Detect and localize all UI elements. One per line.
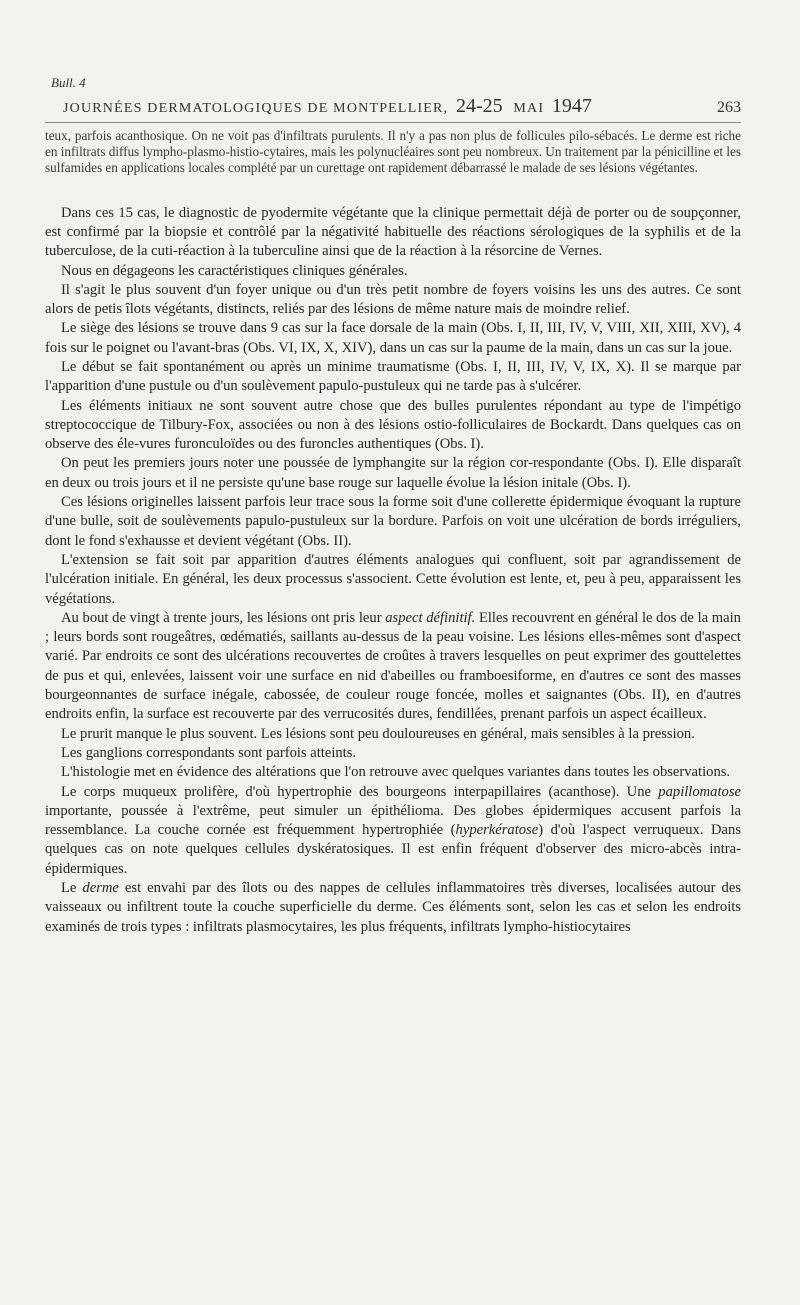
journal-title <box>63 95 592 118</box>
paragraph: L'extension se fait soit par apparition d'autres éléments analogues qui confluent, soit par agrandissement de l'ulcération initiale. En général, les deux processus s'associent. Cette évolution est lente, et, peu à peu, apparaissent les végétations. <box>45 551 741 607</box>
paragraph <box>45 783 741 879</box>
text-run: Elles recouvrent en général le dos de la main ; leurs bords sont rougeâtres, œdématiés, saillants au-dessus de la peau voisine. Les lésions elles-mêmes sont d'aspect varié. Par endroits ce sont des ulcérations recouvertes de croûtes à travers lesquelles on peut exprimer des gouttelettes de pus et qui, enlevées, laissent voir une surface en nid d'abeilles ou framboesiforme, en d'autres ce sont des masses bourgeonnantes de surface inégale, cabossée, de couleur rouge foncée, molles et saignantes (Obs. II), en d'autres endroits enfin, la surface est recouverte par des verrucosités dures, fendillées, prenant parfois un aspect écailleux. <box>45 609 741 723</box>
running-header <box>45 95 741 123</box>
bulletin-reference: Bull. 4 <box>51 75 86 90</box>
header-dates: 24-25 <box>456 95 503 117</box>
text-run: Au bout de vingt à trente jours, les lésions ont pris leur <box>61 609 386 626</box>
paragraph: Le début se fait spontanément ou après un minime traumatisme (Obs. I, II, III, IV, V, IX, X). Il se marque par l'apparition d'une pustule ou d'un soulèvement papulo-pustuleux qui ne tarde pas à s'ulcérer. <box>45 358 741 395</box>
paragraph <box>45 609 741 725</box>
header-year: 1947 <box>551 95 592 117</box>
intro-paragraph: teux, parfois acanthosique. On ne voit pas d'infiltrats purulents. Il n'y a pas non plus de follicules pilo-sébacés. Le derme est riche en infiltrats diffus lympho-plasmo-histio-cytaires, mais les polynucléaires sont peu nombreux. Un traitement par la pénicilline et les sulfamides en applications locales complété par un curettage ont rapidement débarrassé le malade de ses lésions végétantes. <box>45 128 741 176</box>
text-run: est envahi par des îlots ou des nappes de cellules inflammatoires très diverses, localisées autour des vaisseaux ou infiltrent toute la couche superficielle du derme. Ces éléments sont, selon les cas et selon les endroits examinés de trois types : infiltrats plasmocytaires, les plus fréquents, infiltrats lympho-histiocytaires <box>45 880 741 935</box>
paragraph: L'histologie met en évidence des altérations que l'on retrouve avec quelques variantes dans toutes les observations. <box>61 764 731 781</box>
page <box>45 75 741 937</box>
emphasis: aspect définitif. <box>385 609 476 626</box>
text-run: Le <box>61 880 83 896</box>
header-month: MAI <box>513 101 545 116</box>
paragraph: Le prurit manque le plus souvent. Les lésions sont peu douloureuses en général, mais sensibles à la pression. <box>61 725 695 742</box>
page-number: 263 <box>717 99 741 116</box>
paragraph: Ces lésions originelles laissent parfois leur trace sous la forme soit d'une collerette épidermique évoquant la rupture d'une bulle, soit de soulèvements papulo-pustuleux sur la bordure. Parfois on voit une ulcération de bords irréguliers, dont le fond s'exhausse et devient végétant (Obs. II). <box>45 494 741 549</box>
paragraph: Dans ces 15 cas, le diagnostic de pyodermite végétante que la clinique permettait déjà de porter ou de soupçonner, est confirmé par la biopsie et contrôlé par la négativité habituelle des réactions sérologiques de la syphilis et de la tuberculose, de la cuti-réaction à la tuberculine ainsi que de la réaction à la résorcine de Vernes. <box>45 204 741 260</box>
emphasis: derme <box>82 880 119 896</box>
paragraph: Les ganglions correspondants sont parfois atteints. <box>61 744 357 761</box>
paragraph: Il s'agit le plus souvent d'un foyer unique ou d'un très petit nombre de foyers voisins les uns des autres. Ce sont alors de petis îlots végétants, distincts, reliés par des lésions de même nature mais de moindre relief. <box>45 281 741 318</box>
text-run: Le corps muqueux prolifère, d'où hypertrophie des bourgeons interpapillaires (acanthose). Une <box>61 783 659 800</box>
paragraph: Les éléments initiaux ne sont souvent autre chose que des bulles purulentes répondant au type de l'impétigo streptococcique de Tilbury-Fox, associées ou non à des lésions ostio-folliculaires de Bockardt. Dans quelques cas on observe des éle-vures furonculoïdes ou des furoncles authentiques (Obs. I). <box>45 397 741 453</box>
emphasis: hyperkératose <box>455 822 539 839</box>
emphasis: papillomatose <box>658 783 741 800</box>
paragraph <box>45 879 741 937</box>
main-text <box>45 204 741 937</box>
paragraph: On peut les premiers jours noter une poussée de lymphangite sur la région cor-respondante (Obs. I). Elle disparaît en deux ou trois jours et il ne persiste qu'une base rouge sur laquelle évolue la lésion initale (Obs. I). <box>45 455 741 491</box>
header-title-text: JOURNÉES DERMATOLOGIQUES DE MONTPELLIER, <box>63 101 449 116</box>
paragraph: Nous en dégageons les caractéristiques cliniques générales. <box>61 262 408 279</box>
text-run: importante, poussée à l'extrême, peut simuler un épithélioma. Des globes épidermiques accusent parfois la ressemblance. La couche cornée est fréquemment hypertrophiée ( <box>45 802 741 839</box>
text-run: ) d'où l'aspect verruqueux. Dans quelques cas on note quelques cellules dyskératosiques. Il est enfin fréquent d'observer des micro-abcès intra-épidermiques. <box>45 822 741 877</box>
paragraph: Le siège des lésions se trouve dans 9 cas sur la face dorsale de la main (Obs. I, II, III, IV, V, VIII, XII, XIII, XV), 4 fois sur le poignet ou l'avant-bras (Obs. VI, IX, X, XIV), dans un cas sur la paume de la main, dans un cas sur la joue. <box>45 320 741 356</box>
